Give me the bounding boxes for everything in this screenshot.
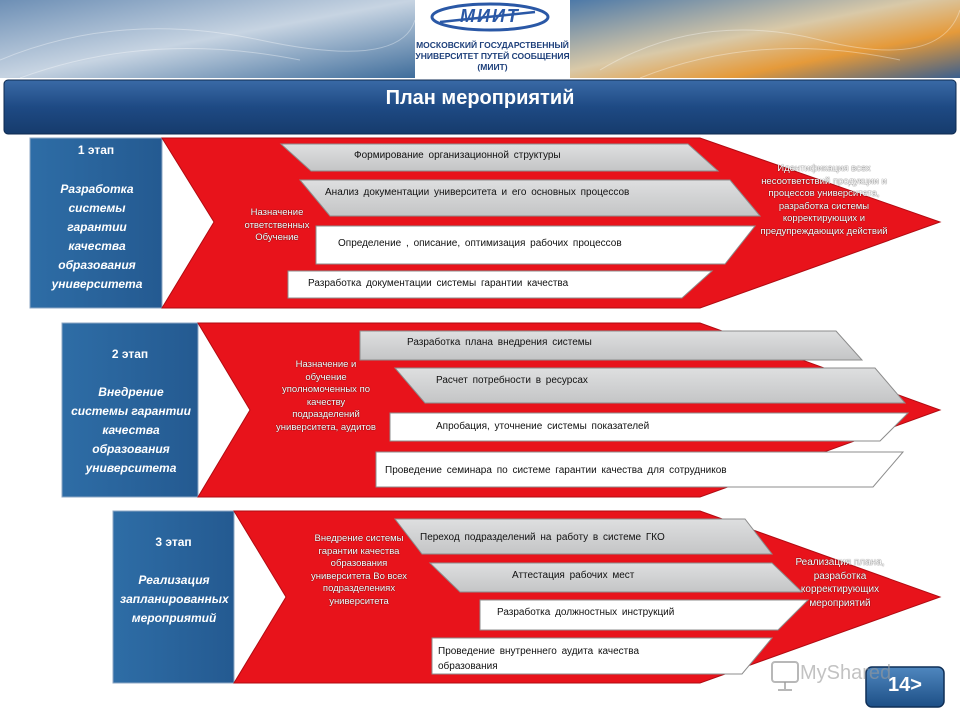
- myshared-watermark: MyShared: [800, 662, 892, 684]
- logo-line-1: МОСКОВСКИЙ ГОСУДАРСТВЕННЫЙ: [416, 40, 569, 50]
- stage-2-label: 2 этап: [111, 347, 149, 361]
- page-button[interactable]: 14>: [888, 674, 922, 696]
- stage-2-action-4: Проведение семинара по системе гарантии качества для сотрудников: [385, 465, 727, 476]
- stage-1-action-2: Анализ документации университета и его основных процессов: [325, 187, 630, 198]
- stage-3-action-2: Аттестация рабочих мест: [512, 570, 635, 581]
- stage-3-name: Реализация запланированных мероприятий: [120, 573, 229, 625]
- stage-3-middle: Внедрение системы гарантии качества образования университета Во всех подразделениях университета: [310, 533, 408, 607]
- stage-3-label: 3 этап: [155, 535, 192, 549]
- logo-mark: МИИТ: [460, 6, 520, 26]
- stage-1-action-3: Определение , описание, оптимизация рабочих процессов: [338, 238, 622, 249]
- stage-1-action-4: Разработка документации системы гарантии качества: [308, 278, 569, 289]
- stage-3-action-1: Переход подразделений на работу в системе ГКО: [420, 532, 665, 543]
- stage-1-action-1: Формирование организационной структуры: [354, 150, 561, 161]
- stage-2-action-3: Апробация, уточнение системы показателей: [436, 421, 650, 432]
- stage-1-result: Идентификация всех несоответствий продукции и процессов университета, разработка системы корректирующих и предупреждающих действий: [760, 163, 888, 237]
- stage-2-name: Внедрение системы гарантии качества образования университета: [71, 385, 191, 475]
- stage-2-action-1: Разработка плана внедрения системы: [407, 337, 592, 348]
- stage-1-middle: Назначение ответственных Обучение: [244, 207, 310, 243]
- stage-2-middle: Назначение и обучение уполномоченных по качеству подразделений университета, аудитов: [276, 359, 376, 433]
- logo-line-2: УНИВЕРСИТЕТ ПУТЕЙ СООБЩЕНИЯ: [415, 51, 570, 61]
- logo-line-3: (МИИТ): [477, 62, 508, 72]
- myshared-watermark-icon: [772, 662, 798, 690]
- page-title: План мероприятий: [385, 87, 575, 109]
- stage-2-action-2: Расчет потребности в ресурсах: [436, 375, 588, 386]
- stage-1-label: 1 этап: [77, 143, 115, 157]
- stage-3-action-3: Разработка должностных инструкций: [497, 607, 675, 618]
- stage-1-name: Разработка системы гарантии качества образования университета: [51, 182, 143, 291]
- stage-3-result: Реализация плана, разработка корректирующих мероприятий: [795, 557, 885, 609]
- stage-3-action-4: Проведение внутреннего аудита качества образования: [438, 646, 640, 672]
